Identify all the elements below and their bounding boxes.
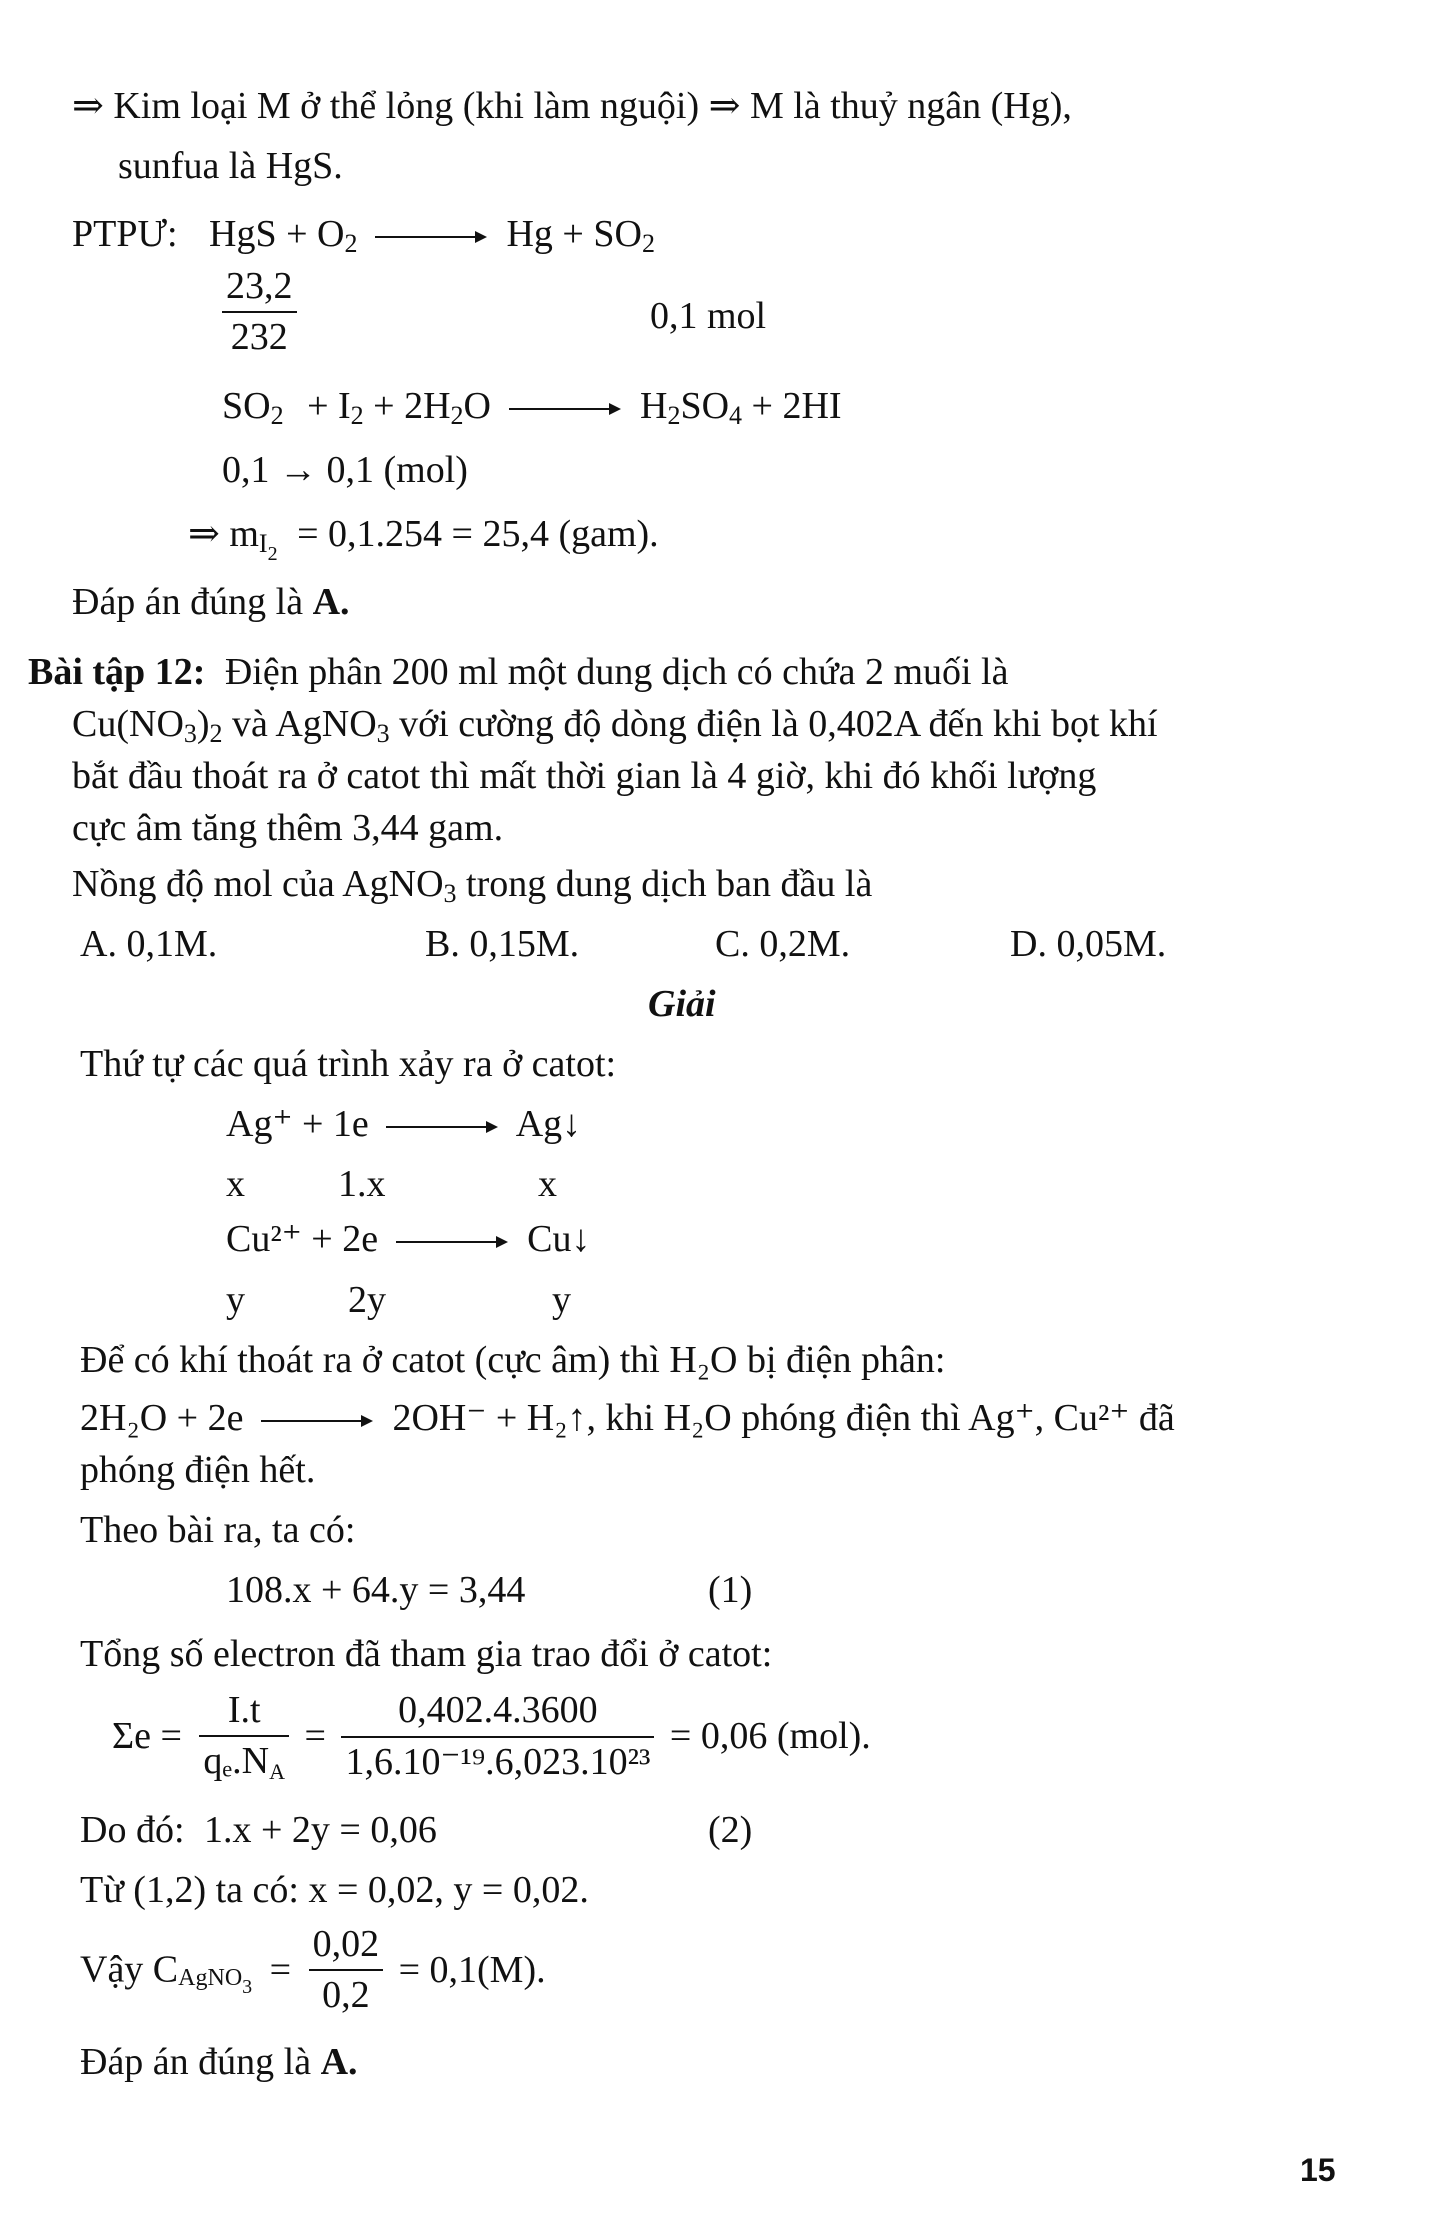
frac4-num: 0,02 (309, 1920, 384, 1971)
water-reaction (80, 1394, 1175, 1443)
conc-subsub: 3 (242, 1976, 253, 1999)
frac4-den: 0,2 (322, 1974, 370, 2017)
option-b: B. 0,15M. (425, 923, 580, 965)
mass-sub: I (258, 529, 268, 558)
intro-line-1: ⇒ Kim loại M ở thể lỏng (khi làm nguội) ⇒ M là thuỷ ngân (Hg), (72, 85, 1072, 127)
option-c: C. 0,2M. (715, 923, 851, 965)
answer-1: Đáp án đúng là A. (72, 581, 350, 623)
electron-total-label: Tổng số electron đã tham gia trao đổi ở catot: (80, 1633, 773, 1675)
eq2-right: H (640, 385, 668, 427)
problem-line-4: cực âm tăng thêm 3,44 gam. (72, 807, 504, 849)
ptpu-label: PTPƯ: (72, 213, 178, 255)
option-d: D. 0,05M. (1010, 923, 1167, 965)
concentration-line (80, 1920, 546, 2021)
frac3-num: 0,402.4.3600 (341, 1686, 654, 1737)
problem-line-3: bắt đầu thoát ra ở catot thì mất thời gian là 4 giờ, khi đó khối lượng (72, 755, 1097, 797)
eq1-left: HgS + O (209, 213, 345, 255)
eq2-mid: + I (307, 385, 351, 427)
option-a: A. 0,1M. (80, 923, 218, 965)
reaction-arrow-icon (396, 1241, 506, 1243)
problem-title: Bài tập 12: (28, 651, 206, 693)
water-right: 2OH⁻ + H₂↑, khi H₂O phóng điện thì Ag⁺, Cu²⁺ đã (392, 1397, 1175, 1439)
ag-product-x: x (538, 1163, 557, 1205)
answer-letter: A. (320, 2041, 358, 2083)
reaction-ag (226, 1100, 581, 1149)
frac2-den-sub: A (269, 1759, 285, 1785)
reaction-ag-product: Ag↓ (515, 1103, 582, 1145)
conc-equals: = (269, 1948, 292, 1991)
mol-ratio: 0,1 → 0,1 (mol) (222, 449, 468, 491)
mass-i2 (188, 510, 659, 567)
reaction-arrow-icon (261, 1420, 371, 1422)
water-cont: phóng điện hết. (80, 1449, 316, 1491)
reaction-arrow-icon (509, 408, 619, 410)
ag-1x: 1.x (338, 1163, 386, 1205)
conc-sub: AgNO (178, 1965, 243, 1992)
water-left: 2H₂O + 2e (80, 1397, 244, 1439)
therefore-line (80, 1806, 437, 1855)
fraction-23-2 (222, 262, 297, 363)
eq2-right3: + 2HI (751, 385, 842, 427)
reaction-arrow-icon (375, 236, 485, 238)
therefore-label: Do đó: (80, 1809, 185, 1851)
frac2-num: I.t (199, 1686, 289, 1737)
problem-text-2a: Cu(NO (72, 703, 184, 745)
eq1-right: Hg + SO (506, 213, 642, 255)
conc-result: = 0,1(M). (398, 1948, 546, 1991)
problem-text-1: Điện phân 200 ml một dung dịch có chứa 2 muối là (224, 651, 1009, 693)
given-label: Theo bài ra, ta có: (80, 1509, 356, 1551)
mass-prefix: ⇒ m (188, 513, 259, 555)
answer-letter: A. (312, 581, 350, 623)
eq2-mid2: + 2H (373, 385, 451, 427)
eq2-left: SO (222, 385, 271, 427)
equation-electron: 1.x + 2y = 0,06 (204, 1809, 437, 1851)
equation-mass-number: (1) (708, 1569, 753, 1611)
reaction-hgs: PTPƯ: HgS + $O_2$ $Hg + SO_2$ (72, 213, 655, 258)
frac2-den: qₑ.N (203, 1740, 270, 1783)
question-b: trong dung dịch ban đầu là (466, 863, 873, 905)
problem-text-2c: và AgNO (232, 703, 377, 745)
question-a: Nồng độ mol của AgNO (72, 863, 444, 905)
mass-subsub: 2 (267, 543, 278, 565)
reaction-cu-left: Cu²⁺ + 2e (226, 1218, 379, 1260)
answer-2: Đáp án đúng là A. (80, 2041, 358, 2083)
problem-line-2: $Cu(NO_3)_2$ và AgNO$_3$ với cường độ dòng điện là 0,402A đến khi bọt khí (72, 703, 1158, 748)
equation-mass: 108.x + 64.y = 3,44 (226, 1569, 526, 1611)
frac1-den: 232 (230, 316, 288, 359)
cu-product-y: y (552, 1279, 571, 1321)
frac3-den: 1,6.10⁻¹⁹.6,023.10²³ (345, 1740, 651, 1783)
equation-electron-number: (2) (708, 1809, 753, 1851)
solution-order: Thứ tự các quá trình xảy ra ở catot: (80, 1043, 617, 1085)
mass-result: = 0,1.254 = 25,4 (gam). (297, 513, 659, 555)
eq2-right2: SO (680, 385, 730, 427)
intro-line-2: sunfua là HgS. (118, 145, 343, 187)
problem-text-2d: với cường độ dòng điện là 0,402A đến khi bọt khí (399, 703, 1158, 745)
problem-text-2b: ) (196, 703, 210, 745)
ag-x: x (226, 1163, 245, 1205)
problem-question: Nồng độ mol của AgNO$_3$ trong dung dịch ban đầu là (72, 863, 873, 908)
equals-sign: = (304, 1714, 326, 1757)
frac1-num: 23,2 (222, 262, 297, 313)
gas-condition: Để có khí thoát ra ở catot (cực âm) thì H₂O bị điện phân: (80, 1339, 946, 1381)
cu-2y: 2y (348, 1279, 386, 1321)
sigma-result: = 0,06 (mol). (669, 1714, 871, 1757)
reaction-cu-product: Cu↓ (527, 1218, 591, 1260)
sigma-equation (112, 1686, 871, 1787)
conc-label: Vậy C (80, 1948, 179, 1991)
eq2-mid3: O (463, 385, 491, 427)
page-number: 15 (1300, 2152, 1336, 2188)
reaction-ag-left: Ag⁺ + 1e (226, 1103, 369, 1145)
cu-y: y (226, 1279, 245, 1321)
reaction-so2: $SO_2 + I_2 + 2H_2O$ $H_2SO_4 + 2HI$ (222, 385, 842, 430)
solve-result: Từ (1,2) ta có: x = 0,02, y = 0,02. (80, 1869, 589, 1911)
problem-line-1 (28, 648, 1008, 697)
solution-heading: Giải (648, 983, 716, 1025)
reaction-arrow-icon (386, 1126, 496, 1128)
sigma-label: Σe = (112, 1714, 182, 1757)
mol-value: 0,1 mol (650, 295, 767, 337)
reaction-cu (226, 1215, 590, 1264)
